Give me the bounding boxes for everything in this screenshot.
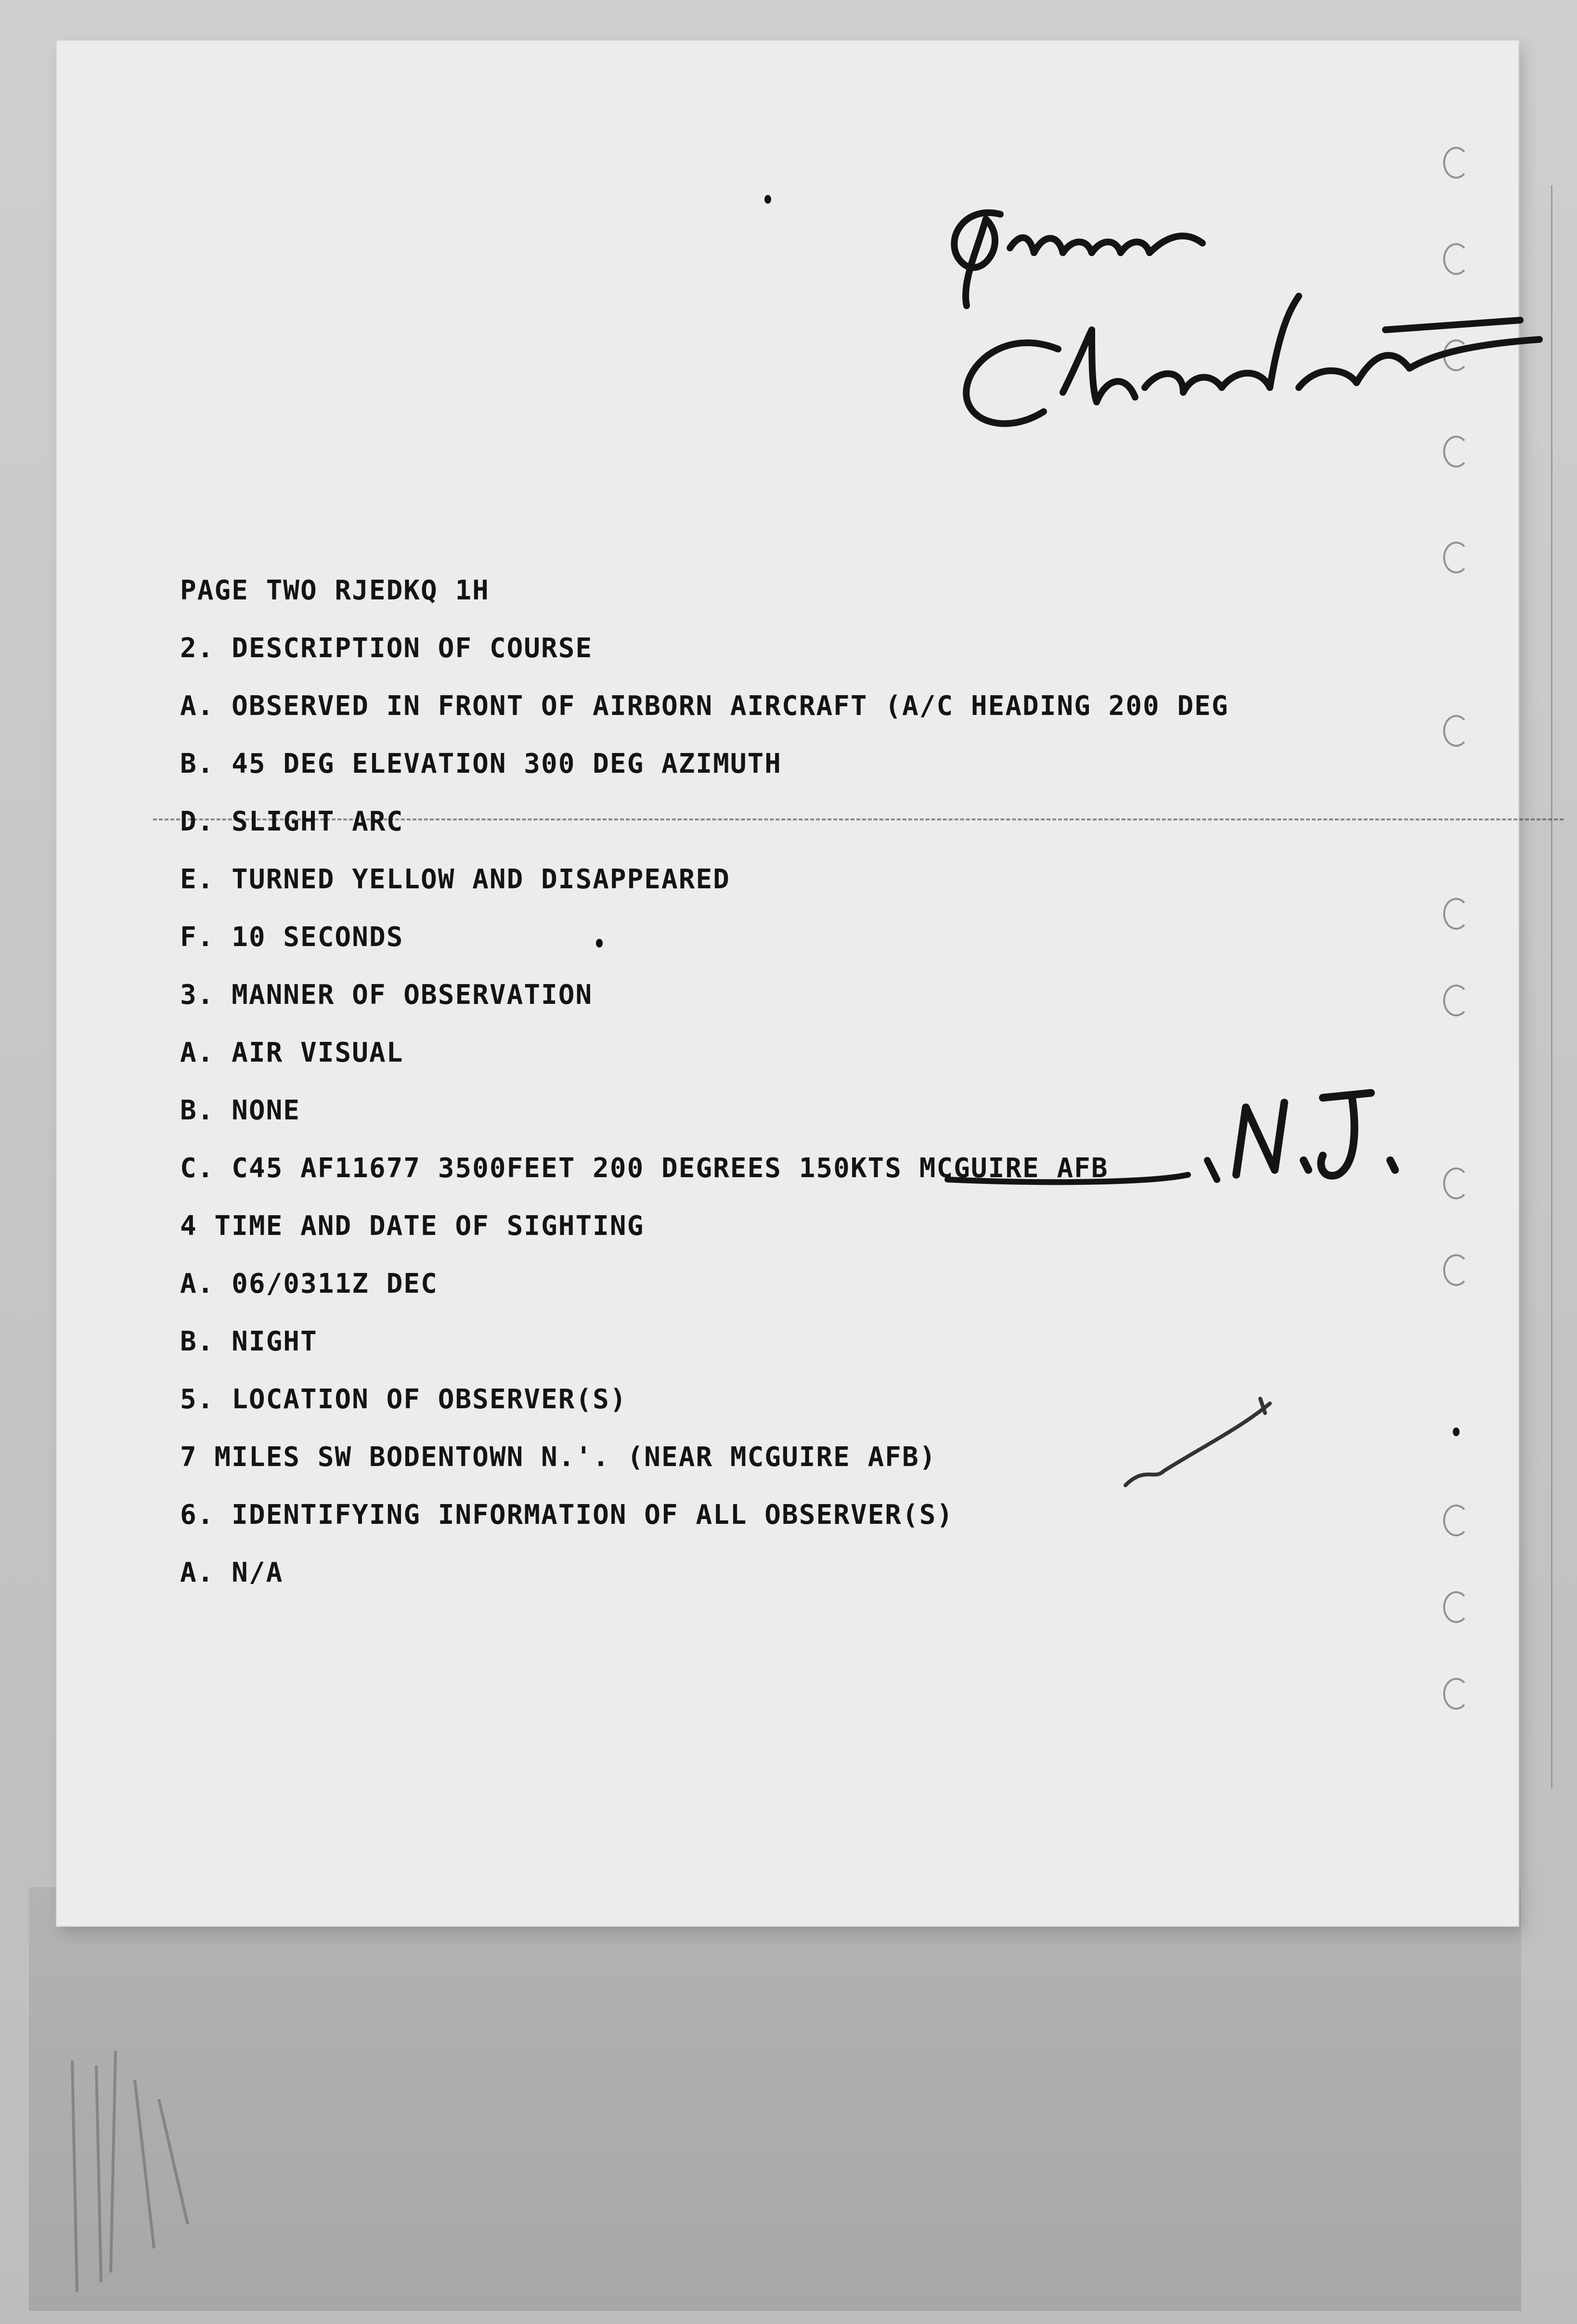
report-line: A. AIR VISUAL [180, 1037, 404, 1068]
report-line: D. SLIGHT ARC [180, 806, 404, 837]
handwritten-annotation-nj [938, 1088, 1467, 1218]
report-line: B. NONE [180, 1095, 301, 1126]
document-page [57, 41, 1518, 1926]
report-line: A. N/A [180, 1557, 284, 1588]
report-line: A. OBSERVED IN FRONT OF AIRBORN AIRCRAFT (A/C HEADING 200 DEG [180, 690, 1229, 722]
report-line: B. NIGHT [180, 1326, 318, 1357]
report-line: C. C45 AF11677 3500FEET 200 DEGREES 150KTS MCGUIRE AFB [180, 1153, 1109, 1184]
report-line: B. 45 DEG ELEVATION 300 DEG AZIMUTH [180, 748, 782, 779]
sprocket-hole [1443, 985, 1469, 1016]
sprocket-hole [1443, 1505, 1469, 1536]
sprocket-hole [1443, 715, 1469, 747]
speck [596, 939, 603, 948]
sprocket-hole [1443, 542, 1469, 573]
report-line: 7 MILES SW BODENTOWN N.'. (NEAR MCGUIRE AFB) [180, 1441, 937, 1473]
ink-stroke [1106, 1389, 1299, 1495]
sprocket-hole [1443, 898, 1469, 930]
report-line: 5. LOCATION OF OBSERVER(S) [180, 1384, 627, 1415]
scratch-marks [43, 2022, 217, 2311]
speck [764, 195, 771, 204]
report-line: 6. IDENTIFYING INFORMATION OF ALL OBSERVER(S) [180, 1499, 954, 1531]
sprocket-hole [1443, 1254, 1469, 1286]
report-line: A. 06/0311Z DEC [180, 1268, 438, 1299]
report-line: 2. DESCRIPTION OF COURSE [180, 633, 593, 664]
sprocket-hole [1443, 1591, 1469, 1623]
report-line: PAGE TWO RJEDKQ 1H [180, 575, 490, 606]
report-body [180, 562, 1229, 1602]
report-line: 4 TIME AND DATE OF SIGHTING [180, 1210, 645, 1242]
report-line: F. 10 SECONDS [180, 922, 404, 953]
handwritten-signature [933, 185, 1559, 455]
underlying-page [29, 1887, 1521, 2311]
speck [1453, 1428, 1460, 1436]
report-line: E. TURNED YELLOW AND DISAPPEARED [180, 864, 730, 895]
sprocket-hole [1443, 1678, 1469, 1710]
report-line: 3. MANNER OF OBSERVATION [180, 979, 593, 1011]
sprocket-hole [1443, 147, 1469, 179]
